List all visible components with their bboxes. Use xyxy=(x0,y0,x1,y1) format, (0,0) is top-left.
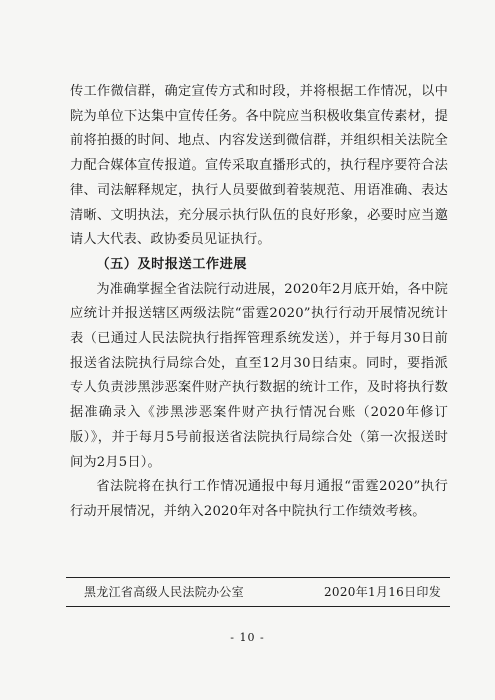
section-heading-progress-report: （五）及时报送工作进展 xyxy=(96,256,247,272)
document-body xyxy=(70,80,448,525)
page-number: - 10 - xyxy=(230,631,265,644)
paragraph-progress-report: 为准确掌握全省法院行动进展，2020年2月底开始，各中院应统计并报送辖区两级法院“雷霆2020”执行行动开展情况统计表（已通过人民法院执行指挥管理系统发送），并于每月30日前报送省法院执行局综合处，直至12月30日结束。同时，要指派专人负责涉黑涉恶案件财产执行数据的统计工作，及时将执行数据准确录入《涉黑涉恶案件财产执行情况台账（2020年修订版）》，并于每月5号前报送省法院执行局综合处（第一次报送时间为2月5日）。 xyxy=(70,281,448,470)
footer-divider-bottom xyxy=(66,606,450,607)
footer-print-date: 2020年1月16日印发 xyxy=(323,585,441,599)
paragraph-performance-assessment: 省法院将在执行工作情况通报中每月通报“雷霆2020”执行行动开展情况，并纳入2020年对各中院执行工作绩效考核。 xyxy=(70,479,448,519)
footer-divider-top xyxy=(66,577,450,578)
paragraph-publicity-continued: 传工作微信群，确定宣传方式和时段，并将根据工作情况，以中院为单位下达集中宣传任务。各中院应当积极收集宣传素材，提前将拍摄的时间、地点、内容发送到微信群，并组织相关法院全力配合媒体宣传报道。宣传采取直播形式的，执行程序要符合法律、司法解释规定，执行人员要做到着装规范、用语准确、表达清晰、文明执法，充分展示执行队伍的良好形象，必要时应当邀请人大代表、政协委员见证执行。 xyxy=(70,84,448,248)
footer-issuing-organization: 黑龙江省高级人民法院办公室 xyxy=(84,585,244,599)
